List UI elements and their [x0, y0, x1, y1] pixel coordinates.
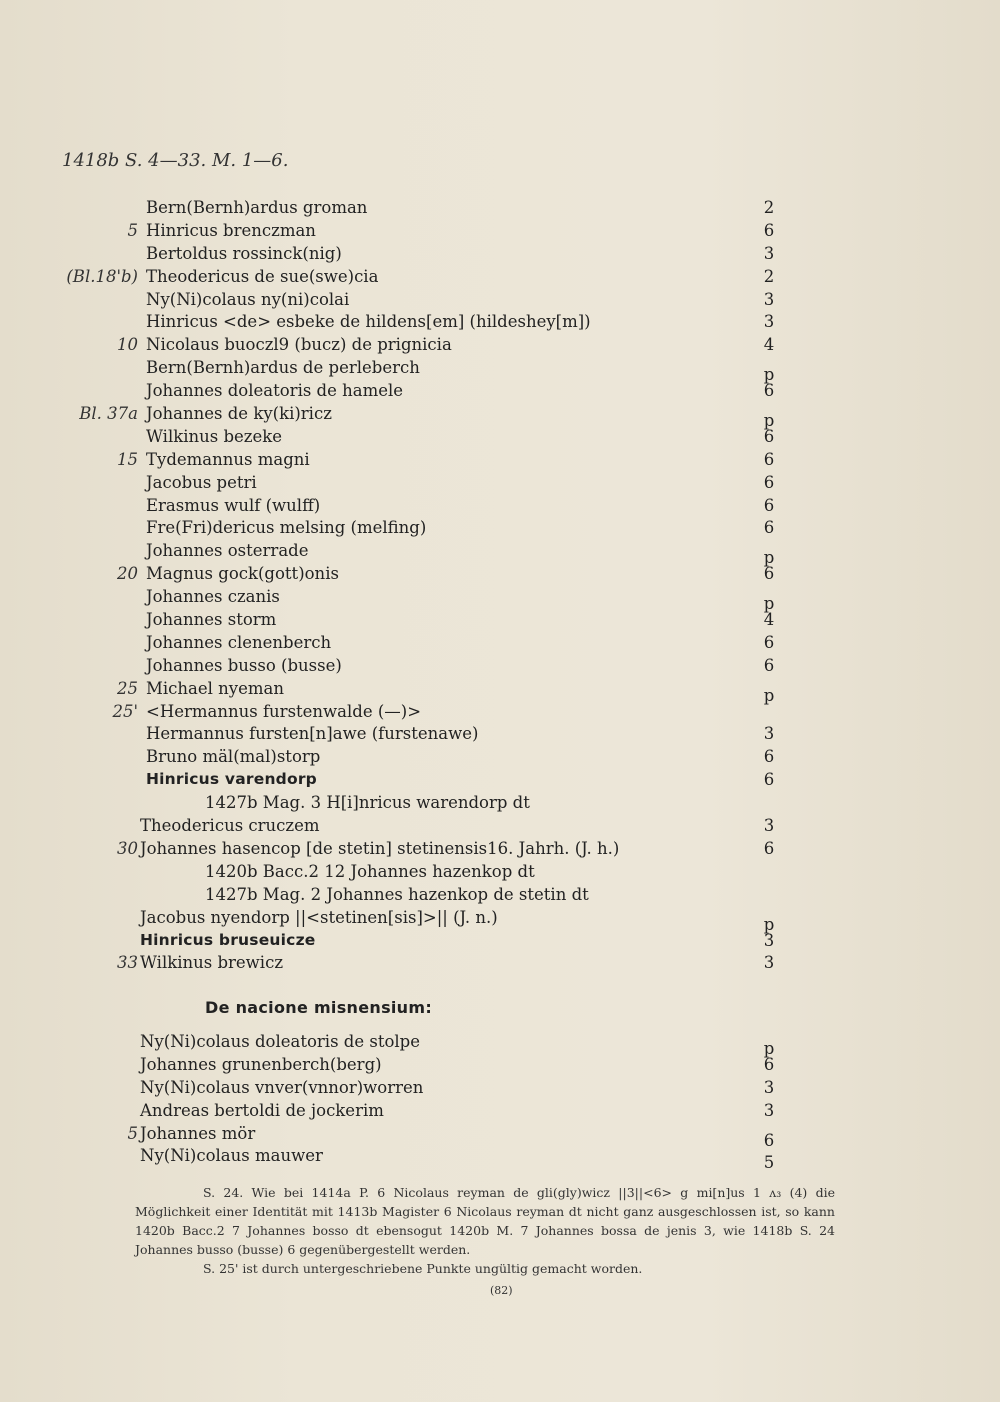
- entry-value: 2: [763, 198, 775, 217]
- line-number: 10: [117, 335, 138, 355]
- line-number: (Bl.18'b): [66, 266, 138, 286]
- entry-name: Wilkinus bezeke: [146, 426, 283, 446]
- entry-value: 6: [763, 1054, 775, 1074]
- list-item: [0, 564, 1000, 587]
- entry-value: 6: [763, 518, 775, 538]
- entry-value: 3: [763, 1077, 775, 1097]
- list-item: [0, 931, 1000, 954]
- entry-value: p: [763, 548, 775, 568]
- entry-value: 2: [763, 266, 775, 286]
- entry-name: Bern(Bernh)ardus groman: [146, 198, 368, 217]
- entry-name: Theodericus cruczem: [140, 816, 320, 836]
- entry-value: 6: [763, 655, 775, 675]
- line-number: 33: [117, 953, 138, 973]
- list-item: [0, 816, 1000, 839]
- entry-value: 6: [763, 220, 775, 240]
- entry-value: 3: [763, 1100, 775, 1120]
- entry-name: Theodericus de sue(swe)cia: [146, 266, 379, 286]
- footnote-2: S. 25' ist durch untergeschriebene Punkte ungültig gemacht worden.: [203, 1261, 643, 1276]
- list-item: [0, 290, 1000, 313]
- entry-name: Ny(Ni)colaus doleatoris de stolpe: [140, 1032, 421, 1051]
- entry-value: p: [763, 411, 775, 431]
- entry-name: Johannes de ky(ki)ricz: [146, 404, 332, 424]
- entry-value: 6: [763, 495, 775, 515]
- list-item: [0, 312, 1000, 335]
- line-number: 20: [117, 564, 138, 584]
- entry-value: p: [763, 365, 775, 385]
- list-item: [0, 427, 1000, 450]
- entry-name: Hinricus bruseuicze: [140, 930, 316, 949]
- line-number: 25: [117, 678, 138, 698]
- list-item: [0, 518, 1000, 541]
- list-item: [0, 656, 1000, 679]
- list-item: [0, 770, 1000, 793]
- header-text: 1418b S. 4—33. M. 1—6.: [62, 150, 289, 171]
- entry-value: 6: [763, 472, 775, 492]
- list-item: [0, 953, 1000, 976]
- list-item: [0, 862, 1000, 885]
- entry-name: Nicolaus buoczl9 (bucz) de prignicia: [146, 335, 452, 355]
- entry-value: 3: [763, 816, 775, 836]
- entry-name: Bern(Bernh)ardus de perleberch: [146, 358, 420, 378]
- entry-name: <Hermannus furstenwalde (—)>: [146, 701, 422, 721]
- entry-value: 6: [763, 449, 775, 469]
- nation-list: [0, 1032, 1000, 1173]
- list-item: [0, 381, 1000, 404]
- entry-name: 1427b Mag. 2 Johannes hazenkop de stetin dt: [205, 884, 589, 904]
- entry-value: 6: [763, 426, 775, 446]
- entry-value: 6: [763, 381, 775, 401]
- entry-value: 6: [763, 632, 775, 652]
- entry-name: Johannes czanis: [146, 587, 280, 607]
- entry-name: Johannes busso (busse): [146, 655, 342, 675]
- line-number: 5: [127, 220, 138, 240]
- entry-name: Jacobus petri: [146, 472, 257, 492]
- line-number: 25': [112, 701, 138, 721]
- entry-name: Fre(Fri)dericus melsing (melfing): [146, 518, 427, 538]
- entry-value: 6: [763, 564, 775, 584]
- page-header: [62, 150, 289, 171]
- entry-value: 3: [763, 243, 775, 263]
- entry-name: Andreas bertoldi de jockerim: [140, 1100, 384, 1120]
- entry-name: 1420b Bacc.2 12 Johannes hazenkop dt: [205, 861, 535, 881]
- list-item: [0, 541, 1000, 568]
- entry-value: 4: [763, 610, 775, 630]
- list-item: [0, 496, 1000, 519]
- list-item: [0, 747, 1000, 770]
- list-item: [0, 198, 1000, 221]
- entry-name: 1427b Mag. 3 H[i]nricus warendorp dt: [205, 793, 530, 813]
- entry-value: 3: [763, 312, 775, 332]
- list-item: [0, 473, 1000, 496]
- entry-name: Johannes clenenberch: [146, 632, 332, 652]
- entry-value: 6: [763, 770, 775, 790]
- entry-value: p: [763, 594, 775, 614]
- entry-name: Tydemannus magni: [146, 449, 310, 469]
- entry-value: 3: [763, 953, 775, 973]
- list-item: [0, 587, 1000, 614]
- list-item: [0, 335, 1000, 358]
- entry-value: p: [763, 914, 775, 934]
- entry-value: p: [763, 1039, 775, 1058]
- entry-value: 4: [763, 335, 775, 355]
- footnotes: [135, 1183, 835, 1278]
- entry-value: p: [763, 685, 775, 705]
- entry-name: Hinricus varendorp: [146, 770, 317, 789]
- line-number: 15: [117, 449, 138, 469]
- entry-value: 6: [763, 747, 775, 767]
- list-item: [0, 633, 1000, 656]
- line-number: 30: [117, 838, 138, 858]
- list-item: [0, 678, 1000, 705]
- entry-name: Johannes osterrade: [146, 541, 309, 561]
- entry-name: Ny(Ni)colaus vnver(vnnor)worren: [140, 1077, 424, 1097]
- list-item: [0, 244, 1000, 267]
- list-item: [0, 267, 1000, 290]
- entry-name: Hermannus fursten[n]awe (furstenawe): [146, 724, 479, 744]
- list-item: [0, 450, 1000, 473]
- list-item: [0, 839, 1000, 862]
- page-number: (82): [490, 1284, 513, 1297]
- entry-value: 6: [763, 838, 775, 858]
- footnote-1: S. 24. Wie bei 1414a P. 6 Nicolaus reyman de gli(gly)wicz ||3||<6> g mi[n]us 1 ʌ₃ (4) die Möglichkeit einer Identität mit 1413b Magister 6 Nicolaus reyman dt nicht ganz ausgeschlossen ist, so kann 1420b Bacc.2 7 Johannes bosso dt ebensogut 1420b M. 7 Johannes bossa de jenis 3, wie 1418b S. 24 Johannes busso (busse) 6 gegenübergestellt werden.: [135, 1185, 835, 1257]
- entry-name: Hinricus <de> esbeke de hildens[em] (hildeshey[m]): [146, 312, 591, 332]
- entry-name: Johannes doleatoris de hamele: [146, 381, 404, 401]
- list-item: [0, 1123, 1000, 1150]
- entry-value: 3: [763, 724, 775, 744]
- list-item: [0, 702, 1000, 725]
- list-item: [0, 885, 1000, 908]
- list-item: [0, 1055, 1000, 1078]
- entry-name: Ny(Ni)colaus mauwer: [140, 1146, 323, 1166]
- matriculation-list: [0, 198, 1000, 976]
- entry-value: 6: [763, 1130, 775, 1150]
- list-item: [0, 724, 1000, 747]
- entry-name: Bertoldus rossinck(nig): [146, 243, 342, 263]
- entry-name: Johannes storm: [146, 610, 277, 630]
- entry-value: 3: [763, 930, 775, 950]
- list-item: [0, 221, 1000, 244]
- line-number: Bl. 37a: [79, 404, 138, 424]
- list-item: [0, 793, 1000, 816]
- list-item: [0, 610, 1000, 633]
- line-number: 5: [127, 1123, 138, 1143]
- list-item: [0, 1078, 1000, 1101]
- section-title: De nacione misnensium:: [205, 998, 433, 1017]
- entry-name: Magnus gock(gott)onis: [146, 564, 339, 584]
- entry-name: Erasmus wulf (wulff): [146, 495, 321, 515]
- entry-name: Bruno mäl(mal)storp: [146, 747, 321, 767]
- entry-name: Jacobus nyendorp ||<stetinen[sis]>|| (J. n.): [140, 907, 498, 927]
- list-item: [0, 1146, 1000, 1173]
- list-item: [0, 404, 1000, 431]
- entry-name: Hinricus brenczman: [146, 220, 316, 240]
- entry-name: Ny(Ni)colaus ny(ni)colai: [146, 289, 350, 309]
- entry-name: Johannes hasencop [de stetin] stetinensis16. Jahrh. (J. h.): [140, 838, 620, 858]
- entry-value: 3: [763, 289, 775, 309]
- entry-name: Johannes mör: [140, 1123, 256, 1143]
- entry-name: Johannes grunenberch(berg): [140, 1054, 382, 1074]
- entry-name: Wilkinus brewicz: [140, 953, 284, 973]
- entry-value: 5: [763, 1153, 775, 1173]
- list-item: [0, 907, 1000, 934]
- entry-name: Michael nyeman: [146, 678, 284, 698]
- list-item: [0, 1101, 1000, 1124]
- list-item: [0, 1032, 1000, 1058]
- list-item: [0, 358, 1000, 385]
